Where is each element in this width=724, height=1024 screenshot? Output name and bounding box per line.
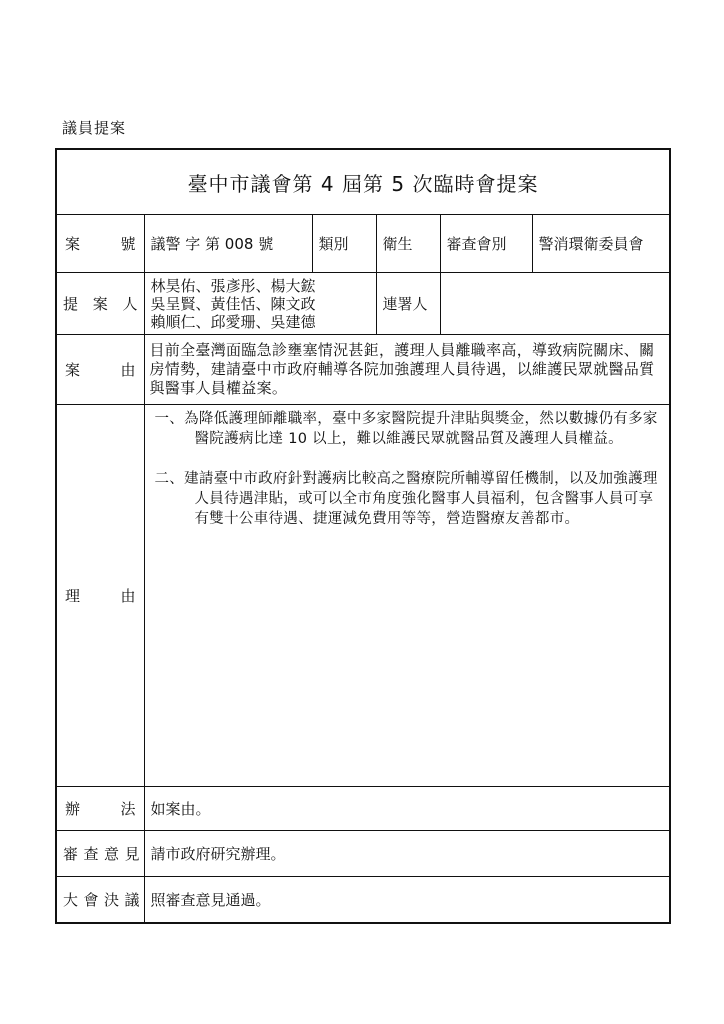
resolution-row [56, 877, 670, 923]
basis-item: 二、建請臺中市政府針對護病比較高之醫療院所輔導留任機制，以及加強護理人員待遇津貼，或可以全市角度強化醫事人員福利，包含醫事人員可享有雙十公車待遇、捷運減免費用等等，營造醫療友善都市。 [154, 471, 658, 527]
reason-text: 目前全臺灣面臨急診壅塞情況甚鉅，護理人員離職率高，導致病院關床、關房情勢，建請臺中市政府輔導各院加強護理人員待遇，以維護民眾就醫品質與醫事人員權益案。 [144, 335, 670, 405]
label-char: 法 [120, 800, 136, 818]
label-char: 理 [65, 587, 81, 605]
reason-label [56, 335, 144, 405]
review-row [56, 831, 670, 877]
category-label: 類別 [312, 215, 376, 273]
case-number-row [56, 215, 670, 273]
cosigner-value [440, 273, 670, 335]
review-committee-value: 警消環衛委員會 [532, 215, 670, 273]
label-char: 案 [92, 295, 108, 313]
label-char: 意 [103, 845, 119, 863]
method-text: 如案由。 [144, 787, 670, 831]
basis-label [56, 405, 144, 787]
reason-row [56, 335, 670, 405]
proposer-names-line: 吳呈賢、黃佳恬、陳文政 [150, 294, 316, 313]
proposal-form-table [55, 148, 671, 924]
document-label: 議員提案 [62, 119, 127, 137]
resolution-text: 照審查意見通過。 [144, 877, 670, 923]
label-char: 案 [65, 235, 81, 253]
cosigner-label: 連署人 [376, 273, 440, 335]
title-row [56, 149, 670, 215]
label-char: 由 [120, 361, 136, 379]
label-char: 號 [120, 235, 136, 253]
label-char: 大 [63, 890, 79, 909]
basis-row [56, 405, 670, 787]
proposer-names-line: 賴順仁、邱愛珊、吳建德 [150, 312, 316, 331]
label-char: 案 [65, 361, 81, 379]
label-char: 辦 [65, 800, 81, 818]
proposer-names [144, 273, 376, 335]
resolution-label [56, 877, 144, 923]
proposer-row [56, 273, 670, 335]
form-title: 臺中市議會第 4 屆第 5 次臨時會提案 [56, 149, 670, 215]
review-text: 請市政府研究辦理。 [144, 831, 670, 877]
label-char: 會 [83, 890, 99, 909]
label-char: 人 [122, 295, 138, 313]
label-char: 決 [103, 890, 119, 909]
method-label [56, 787, 144, 831]
basis-content [144, 405, 670, 787]
case-number-value: 議警 字 第 008 號 [144, 215, 312, 273]
review-label [56, 831, 144, 877]
label-char: 議 [124, 890, 140, 909]
label-char: 由 [120, 587, 136, 605]
method-row [56, 787, 670, 831]
basis-item: 一、為降低護理師離職率，臺中多家醫院提升津貼與獎金，然以數據仍有多家醫院護病比達 10 以上，難以維護民眾就醫品質及護理人員權益。 [154, 411, 658, 447]
proposer-label [56, 273, 144, 335]
label-char: 見 [124, 845, 140, 863]
label-char: 查 [83, 845, 99, 863]
label-char: 審 [63, 845, 79, 863]
review-committee-label: 審查會別 [440, 215, 532, 273]
case-number-label [56, 215, 144, 273]
proposer-names-line: 林昊佑、張彥彤、楊大鋐 [150, 276, 316, 295]
category-value: 衛生 [376, 215, 440, 273]
label-char: 提 [63, 295, 79, 313]
